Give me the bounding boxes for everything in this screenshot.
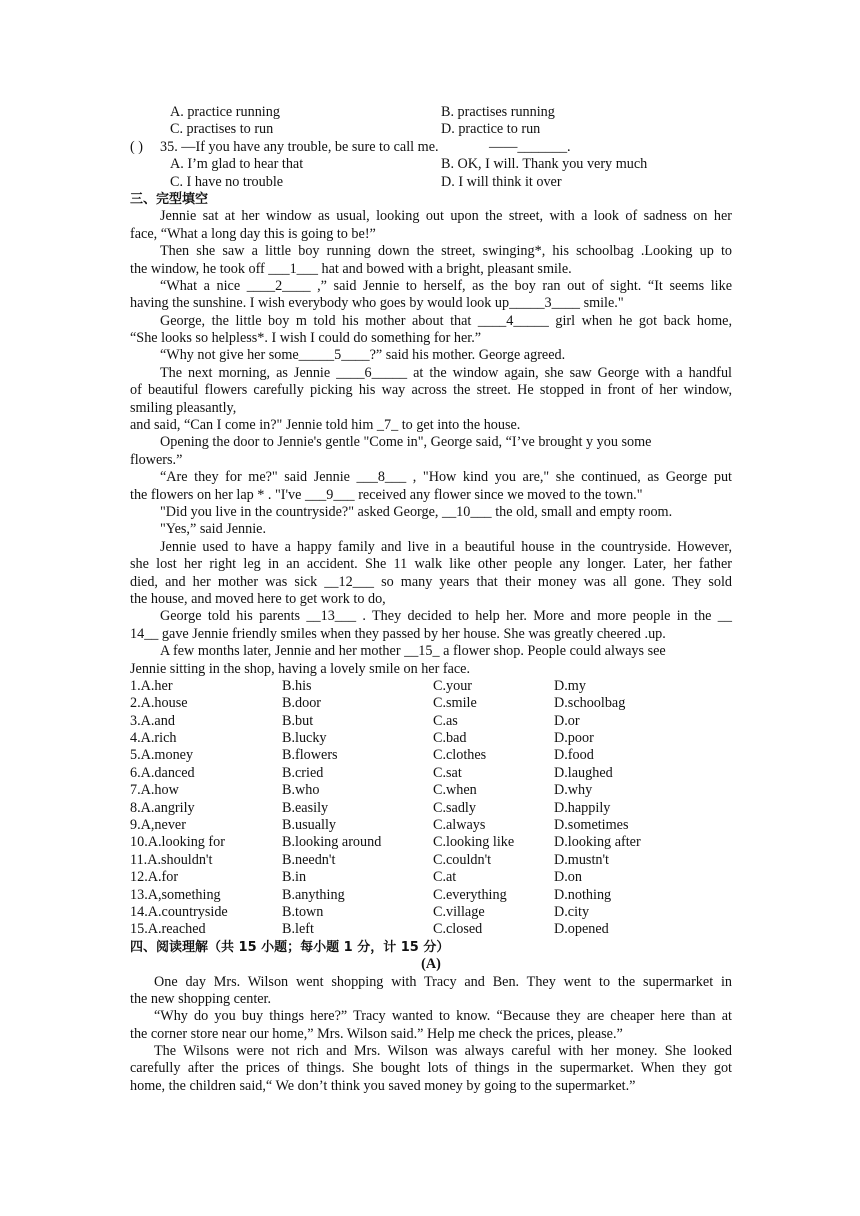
cloze-option-c: C.sat [433,764,462,781]
q35-options-row-2 [130,174,732,191]
q35-question [130,139,732,156]
cloze-option-row [130,869,732,886]
section4-heading: 四、阅读理解（共 15 小题；每小题 1 分，计 15 分） [130,939,450,955]
cloze-option-b: B.anything [282,886,345,903]
reading-passage-line: the new shopping center. [130,990,272,1007]
cloze-passage-line: died, and her mother was sick __12___ so many years that their money was all gone. They sold [130,573,732,590]
q34-options-row-1 [130,104,732,121]
cloze-option-row [130,765,732,782]
cloze-passage-line: smiling pleasantly, [130,399,237,416]
cloze-passage-line: flowers.” [130,451,183,468]
q35-answer-blank: ——_______. [489,138,571,155]
cloze-passage-line: Opening the door to Jennie's gentle "Come in", George said, “I’ve brought y you some [160,434,652,451]
cloze-option-row [130,834,732,851]
reading-passage-line: home, the children said,“ We don’t think you saved money by going to the supermarket.” [130,1077,636,1094]
cloze-passage-line: “What a nice ____2____ ,” said Jennie to herself, as the boy ran out of sight. “It seems like [160,277,732,294]
cloze-passage-line: A few months later, Jennie and her mother __15_ a flower shop. People could always see [160,643,666,660]
cloze-option-d: D.looking after [554,834,641,851]
cloze-option-d: D.city [554,903,590,920]
cloze-option-b: B.lucky [282,730,327,747]
q34-options-row-2 [130,121,732,138]
cloze-option-c: C.your [433,677,473,694]
cloze-option-row [130,782,732,799]
cloze-options-table [130,678,732,939]
reading-passage-line: The Wilsons were not rich and Mrs. Wilson was always careful with her money. She looked [154,1043,732,1060]
cloze-option-a: 9.A,never [130,817,186,834]
q35-options-row-1 [130,156,732,173]
cloze-option-b: B.door [282,695,322,712]
cloze-option-row [130,904,732,921]
cloze-passage-line: having the sunshine. I wish everybody who goes by would look up_____3____ smile." [130,295,624,312]
cloze-option-d: D.on [554,869,582,886]
cloze-option-b: B.left [282,921,314,938]
cloze-option-d: D.food [554,747,594,764]
cloze-passage [130,208,732,678]
cloze-option-c: C.couldn't [433,851,492,868]
cloze-option-row [130,713,732,730]
q35-option-c: C. I have no trouble [170,173,284,190]
cloze-passage-line: "Did you live in the countryside?" asked George, __10___ the old, small and empty room. [160,503,673,520]
cloze-option-c: C.always [433,817,486,834]
cloze-passage-line: of beautiful flowers carefully picking his way across the street. He stopped in front of her window, [130,382,732,399]
cloze-option-a: 12.A.for [130,869,179,886]
q34-option-c: C. practises to run [170,121,274,138]
cloze-option-row [130,747,732,764]
reading-passage-line: carefully after the prices of things. She bought lots of things in the supermarket. When they got [130,1060,732,1077]
cloze-option-b: B.flowers [282,747,338,764]
cloze-option-b: B.his [282,677,312,694]
cloze-passage-line: Jennie sitting in the shop, having a lovely smile on her face. [130,660,471,677]
cloze-option-row [130,887,732,904]
reading-passage-a [130,974,732,1096]
cloze-option-c: C.clothes [433,747,487,764]
cloze-passage-line: "Yes,” said Jennie. [160,521,267,538]
cloze-option-d: D.schoolbag [554,695,626,712]
cloze-option-a: 13.A,something [130,886,221,903]
section3-heading: 三、完型填空 [130,191,209,207]
cloze-option-row [130,730,732,747]
cloze-option-d: D.nothing [554,886,612,903]
cloze-option-a: 2.A.house [130,695,188,712]
cloze-option-a: 7.A.how [130,782,179,799]
q35-answer-bracket: ( ) [130,138,143,155]
q34-option-b: B. practises running [441,104,555,120]
cloze-option-a: 5.A.money [130,747,194,764]
reading-passage-line: the corner store near our home,” Mrs. Wilson said.” Help me check the prices, please.” [130,1025,623,1042]
reading-passage-line: One day Mrs. Wilson went shopping with Tracy and Ben. They went to the supermarket in [154,973,732,990]
cloze-option-c: C.looking like [433,834,515,851]
cloze-passage-line: “Are they for me?" said Jennie ___8___ , "How kind you are," she continued, as George put [160,469,732,486]
cloze-option-c: C.smile [433,695,477,712]
cloze-option-row [130,695,732,712]
q35-text: 35. —If you have any trouble, be sure to call me. [160,138,439,155]
cloze-passage-line: George, the little boy m told his mother about that ____4_____ girl when he got back home, [160,312,732,329]
cloze-passage-line: the window, he took off ___1___ hat and bowed with a bright, pleasant smile. [130,260,572,277]
cloze-option-b: B.but [282,712,314,729]
cloze-option-b: B.usually [282,817,336,834]
cloze-option-c: C.sadly [433,799,476,816]
cloze-option-c: C.as [433,712,458,729]
cloze-option-a: 15.A.reached [130,921,206,938]
cloze-passage-line: the house, and moved here to get work to do, [130,590,386,607]
q34-option-d: D. practice to run [441,121,541,138]
cloze-option-a: 3.A.and [130,712,175,729]
cloze-option-c: C.at [433,869,457,886]
cloze-option-d: D.poor [554,730,594,747]
cloze-option-c: C.closed [433,921,483,938]
q35-option-b: B. OK, I will. Thank you very much [441,156,648,173]
cloze-option-b: B.in [282,869,307,886]
cloze-passage-line: Then she saw a little boy running down the street, swinging*, his schoolbag .Looking up to [160,243,732,260]
exam-page [130,104,732,1095]
cloze-option-row [130,852,732,869]
cloze-option-b: B.town [282,903,324,920]
cloze-passage-line: “Why not give her some_____5____?” said his mother. George agreed. [160,347,566,364]
cloze-passage-line: face, “What a long day this is going to be!” [130,225,376,242]
cloze-passage-line: Jennie sat at her window as usual, looking out upon the street, with a look of sadness on her [160,208,732,225]
cloze-option-row [130,817,732,834]
cloze-option-b: B.cried [282,764,324,781]
cloze-passage-line: the flowers on her lap * . "I've ___9___ received any flower since we moved to the town." [130,486,643,503]
cloze-option-c: C.village [433,903,485,920]
passage-a-label: (A) [421,956,441,973]
cloze-option-a: 10.A.looking for [130,834,225,851]
cloze-option-d: D.happily [554,799,611,816]
cloze-option-b: B.who [282,782,320,799]
cloze-option-a: 6.A.danced [130,764,195,781]
cloze-option-row [130,800,732,817]
cloze-option-d: D.sometimes [554,817,629,834]
cloze-option-a: 4.A.rich [130,730,177,747]
cloze-passage-line: George told his parents __13___ . They decided to help her. More and more people in the __ [160,608,732,625]
cloze-option-c: C.when [433,782,477,799]
cloze-option-d: D.my [554,677,586,694]
q34-option-a: A. practice running [170,104,280,120]
cloze-option-b: B.looking around [282,834,382,851]
cloze-option-a: 14.A.countryside [130,903,228,920]
cloze-passage-line: The next morning, as Jennie ____6_____ at the window again, she saw George with a handful [160,364,732,381]
cloze-option-d: D.mustn't [554,851,609,868]
cloze-option-d: D.why [554,782,593,799]
cloze-option-a: 8.A.angrily [130,799,195,816]
cloze-option-row [130,678,732,695]
cloze-option-b: B.easily [282,799,329,816]
q35-option-a: A. I’m glad to hear that [170,156,304,173]
reading-passage-line: “Why do you buy things here?” Tracy wanted to know. “Because they are cheaper here than at [154,1008,732,1025]
cloze-passage-line: 14__ gave Jennie friendly smiles when they passed by her house. She was greatly cheered .up. [130,625,666,642]
cloze-option-c: C.everything [433,886,507,903]
cloze-option-row [130,921,732,938]
cloze-option-d: D.laughed [554,764,613,781]
q35-option-d: D. I will think it over [441,173,562,190]
cloze-option-d: D.or [554,712,580,729]
cloze-option-a: 11.A.shouldn't [130,851,213,868]
cloze-passage-line: and said, “Can I come in?" Jennie told him _7_ to get into the house. [130,417,521,434]
cloze-option-d: D.opened [554,921,609,938]
cloze-option-a: 1.A.her [130,677,173,694]
cloze-passage-line: she lost her right leg in an accident. She 11 walk like other people any longer. Later, her father [130,556,732,573]
cloze-passage-line: “She looks so helpless*. I wish I could do something for her.” [130,330,482,347]
cloze-passage-line: Jennie used to have a happy family and live in a beautiful house in the countryside. However, [160,538,732,555]
cloze-option-c: C.bad [433,730,467,747]
cloze-option-b: B.needn't [282,851,336,868]
